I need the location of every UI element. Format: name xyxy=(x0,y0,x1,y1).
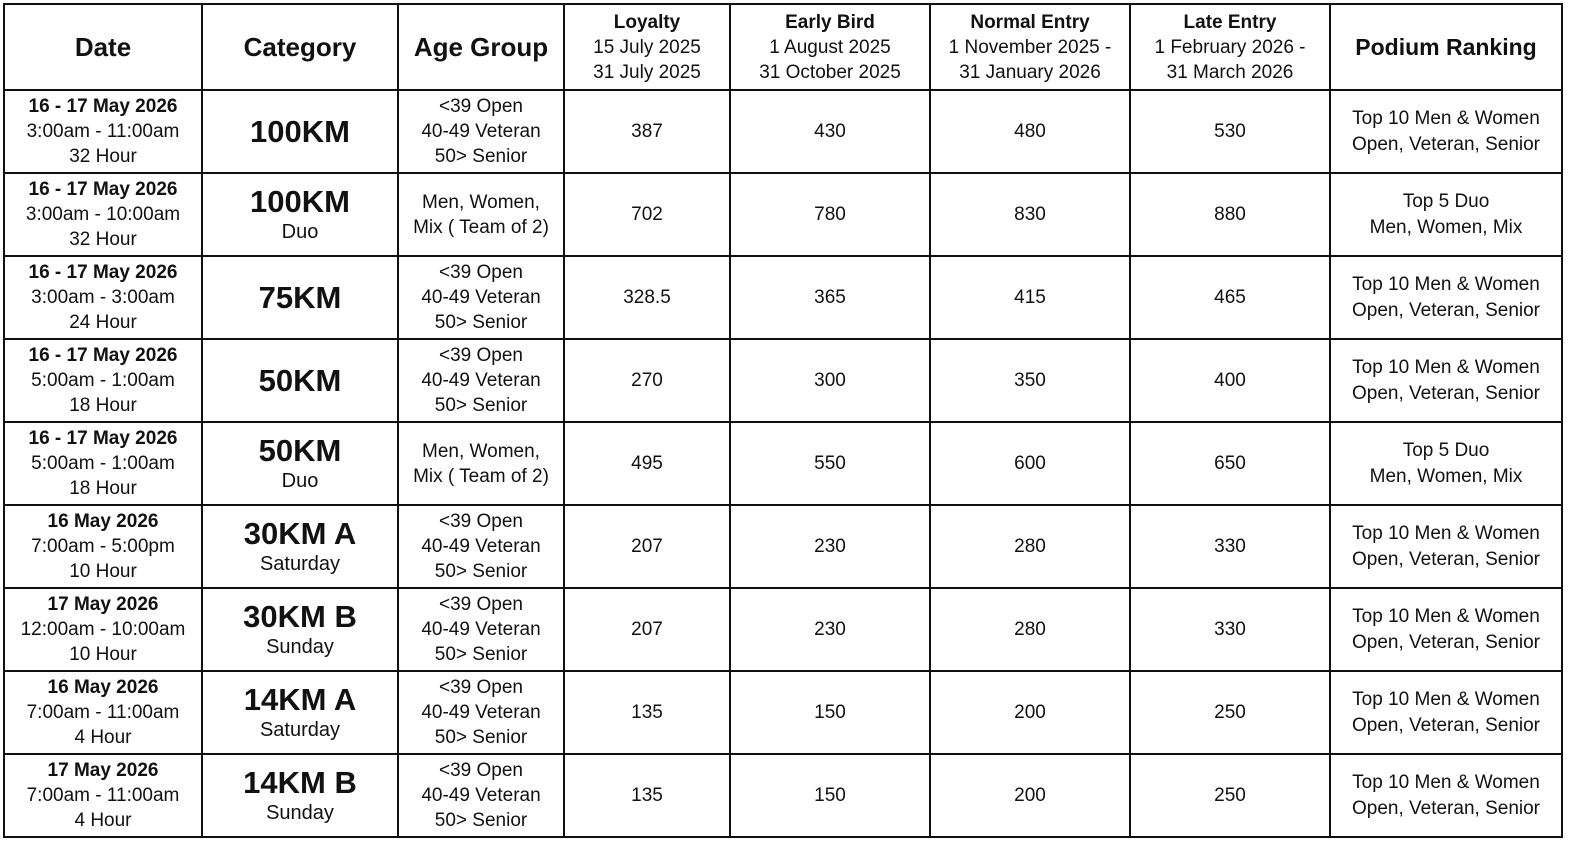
late-entry-price-cell xyxy=(1130,671,1330,754)
early-bird-price: 150 xyxy=(814,784,846,806)
age-group-line: 40-49 Veteran xyxy=(421,536,541,557)
table-row xyxy=(4,256,1562,339)
age-group-cell xyxy=(398,505,564,588)
event-time: 7:00am - 5:00pm xyxy=(31,536,175,557)
normal-entry-price-cell xyxy=(930,588,1130,671)
early-bird-price-cell xyxy=(730,754,930,837)
early-bird-start-date: 1 August 2025 xyxy=(769,36,891,58)
podium-line: Top 10 Men & Women xyxy=(1352,605,1540,627)
event-date: 16 - 17 May 2026 xyxy=(28,262,178,283)
podium-cell xyxy=(1330,505,1562,588)
category-cell xyxy=(202,505,398,588)
age-group-line: <39 Open xyxy=(439,511,523,532)
event-date: 17 May 2026 xyxy=(47,760,159,781)
category-name: 50KM xyxy=(258,432,342,468)
category-sub: Duo xyxy=(281,220,319,243)
early-bird-price: 300 xyxy=(814,369,846,391)
early-bird-end-date: 31 October 2025 xyxy=(759,61,901,83)
early-bird-price: 365 xyxy=(814,286,846,308)
normal-entry-price: 200 xyxy=(1014,784,1046,806)
podium-line: Top 10 Men & Women xyxy=(1352,107,1540,129)
podium-cell xyxy=(1330,588,1562,671)
age-group-line: 40-49 Veteran xyxy=(421,702,541,723)
early-bird-price: 430 xyxy=(814,120,846,142)
podium-line: Top 10 Men & Women xyxy=(1352,688,1540,710)
loyalty-price-cell xyxy=(564,505,730,588)
event-duration: 18 Hour xyxy=(69,478,137,499)
loyalty-start-date: 15 July 2025 xyxy=(593,36,701,58)
podium-cell xyxy=(1330,256,1562,339)
category-cell xyxy=(202,588,398,671)
late-entry-price-cell xyxy=(1130,256,1330,339)
late-entry-title: Late Entry xyxy=(1183,11,1277,33)
early-bird-price: 230 xyxy=(814,618,846,640)
race-pricing-table xyxy=(3,3,1563,838)
category-cell xyxy=(202,671,398,754)
age-group-line: 50> Senior xyxy=(434,312,528,333)
loyalty-price: 387 xyxy=(631,120,663,142)
early-bird-price: 150 xyxy=(814,701,846,723)
table-body xyxy=(4,90,1562,837)
normal-entry-start-date: 1 November 2025 - xyxy=(948,36,1112,58)
late-entry-price-cell xyxy=(1130,422,1330,505)
date-cell xyxy=(4,90,202,173)
age-group-line: 50> Senior xyxy=(434,644,528,665)
event-time: 7:00am - 11:00am xyxy=(26,702,180,723)
event-date: 16 May 2026 xyxy=(47,511,159,532)
header-late-entry xyxy=(1130,4,1330,90)
age-group-line: 40-49 Veteran xyxy=(421,619,541,640)
category-name: 30KM A xyxy=(243,515,357,551)
early-bird-price-cell xyxy=(730,339,930,422)
category-name: 100KM xyxy=(250,183,350,219)
category-cell xyxy=(202,173,398,256)
event-duration: 18 Hour xyxy=(69,395,137,416)
podium-line: Top 5 Duo xyxy=(1402,190,1490,212)
late-entry-price-cell xyxy=(1130,173,1330,256)
late-entry-price: 530 xyxy=(1214,120,1246,142)
early-bird-price-cell xyxy=(730,256,930,339)
loyalty-price: 135 xyxy=(631,701,663,723)
event-date: 16 - 17 May 2026 xyxy=(28,345,178,366)
header-category xyxy=(202,4,398,90)
late-entry-price: 465 xyxy=(1214,286,1246,308)
normal-entry-price-cell xyxy=(930,754,1130,837)
late-entry-price: 650 xyxy=(1214,452,1246,474)
event-duration: 24 Hour xyxy=(69,312,137,333)
category-name: 30KM B xyxy=(243,598,357,634)
event-time: 3:00am - 10:00am xyxy=(25,204,181,225)
age-group-line: 40-49 Veteran xyxy=(421,785,541,806)
late-entry-price: 250 xyxy=(1214,784,1246,806)
header-podium-ranking xyxy=(1330,4,1562,90)
podium-line: Top 10 Men & Women xyxy=(1352,273,1540,295)
podium-cell xyxy=(1330,339,1562,422)
normal-entry-price-cell xyxy=(930,505,1130,588)
loyalty-price-cell xyxy=(564,256,730,339)
early-bird-title: Early Bird xyxy=(785,11,875,33)
event-date: 16 May 2026 xyxy=(47,677,159,698)
event-time: 3:00am - 3:00am xyxy=(31,287,175,308)
late-entry-price: 330 xyxy=(1214,618,1246,640)
podium-line: Top 10 Men & Women xyxy=(1352,522,1540,544)
normal-entry-price: 480 xyxy=(1014,120,1046,142)
loyalty-price-cell xyxy=(564,90,730,173)
loyalty-price-cell xyxy=(564,173,730,256)
header-age-group-label: Age Group xyxy=(413,31,549,62)
normal-entry-price: 600 xyxy=(1014,452,1046,474)
late-entry-price-cell xyxy=(1130,339,1330,422)
event-date: 16 - 17 May 2026 xyxy=(28,179,178,200)
podium-cell xyxy=(1330,90,1562,173)
late-entry-price: 250 xyxy=(1214,701,1246,723)
early-bird-price-cell xyxy=(730,671,930,754)
date-cell xyxy=(4,505,202,588)
category-sub: Duo xyxy=(281,469,319,492)
early-bird-price-cell xyxy=(730,505,930,588)
podium-line: Open, Veteran, Senior xyxy=(1351,548,1540,570)
loyalty-price-cell xyxy=(564,754,730,837)
event-duration: 10 Hour xyxy=(69,561,137,582)
date-cell xyxy=(4,422,202,505)
age-group-cell xyxy=(398,173,564,256)
normal-entry-price: 200 xyxy=(1014,701,1046,723)
category-cell xyxy=(202,339,398,422)
podium-line: Open, Veteran, Senior xyxy=(1351,631,1540,653)
age-group-line: Mix ( Team of 2) xyxy=(413,465,549,487)
podium-line: Men, Women, Mix xyxy=(1369,465,1523,487)
table-row xyxy=(4,754,1562,837)
podium-line: Men, Women, Mix xyxy=(1369,216,1523,238)
normal-entry-price: 830 xyxy=(1014,203,1046,225)
normal-entry-price-cell xyxy=(930,256,1130,339)
event-time: 5:00am - 1:00am xyxy=(31,453,175,474)
loyalty-price: 328.5 xyxy=(623,286,671,308)
podium-line: Open, Veteran, Senior xyxy=(1351,133,1540,155)
category-name: 50KM xyxy=(258,362,342,398)
age-group-line: 40-49 Veteran xyxy=(421,370,541,391)
loyalty-price: 495 xyxy=(631,452,663,474)
header-normal-entry xyxy=(930,4,1130,90)
podium-cell xyxy=(1330,422,1562,505)
late-entry-price: 400 xyxy=(1214,369,1246,391)
late-entry-price: 330 xyxy=(1214,535,1246,557)
date-cell xyxy=(4,256,202,339)
table-row xyxy=(4,173,1562,256)
late-entry-start-date: 1 February 2026 - xyxy=(1154,36,1306,58)
podium-cell xyxy=(1330,173,1562,256)
normal-entry-price-cell xyxy=(930,90,1130,173)
age-group-cell xyxy=(398,671,564,754)
loyalty-price: 702 xyxy=(631,203,663,225)
date-cell xyxy=(4,754,202,837)
header-early-bird xyxy=(730,4,930,90)
category-sub: Saturday xyxy=(259,552,341,575)
header-date xyxy=(4,4,202,90)
normal-entry-end-date: 31 January 2026 xyxy=(959,61,1101,83)
podium-line: Open, Veteran, Senior xyxy=(1351,797,1540,819)
category-name: 75KM xyxy=(258,279,342,315)
category-name: 100KM xyxy=(250,113,350,149)
podium-cell xyxy=(1330,754,1562,837)
late-entry-price-cell xyxy=(1130,505,1330,588)
table-row xyxy=(4,90,1562,173)
age-group-line: 50> Senior xyxy=(434,395,528,416)
early-bird-price: 780 xyxy=(814,203,846,225)
late-entry-price-cell xyxy=(1130,588,1330,671)
date-cell xyxy=(4,173,202,256)
event-duration: 10 Hour xyxy=(69,644,137,665)
age-group-cell xyxy=(398,422,564,505)
podium-line: Top 5 Duo xyxy=(1402,439,1490,461)
loyalty-price-cell xyxy=(564,588,730,671)
event-time: 3:00am - 11:00am xyxy=(26,121,180,142)
table-row xyxy=(4,339,1562,422)
podium-cell xyxy=(1330,671,1562,754)
age-group-cell xyxy=(398,256,564,339)
age-group-line: 50> Senior xyxy=(434,561,528,582)
late-entry-price-cell xyxy=(1130,90,1330,173)
early-bird-price-cell xyxy=(730,173,930,256)
event-time: 5:00am - 1:00am xyxy=(31,370,175,391)
age-group-line: <39 Open xyxy=(439,760,523,781)
early-bird-price-cell xyxy=(730,588,930,671)
category-sub: Sunday xyxy=(266,635,334,658)
age-group-line: <39 Open xyxy=(439,594,523,615)
pricing-table-sheet xyxy=(3,3,1561,838)
age-group-line: 40-49 Veteran xyxy=(421,287,541,308)
header-loyalty xyxy=(564,4,730,90)
loyalty-price-cell xyxy=(564,422,730,505)
loyalty-price-cell xyxy=(564,339,730,422)
category-cell xyxy=(202,422,398,505)
loyalty-price: 207 xyxy=(631,535,663,557)
late-entry-end-date: 31 March 2026 xyxy=(1166,61,1294,83)
podium-line: Top 10 Men & Women xyxy=(1352,771,1540,793)
age-group-line: Mix ( Team of 2) xyxy=(413,216,549,238)
event-duration: 4 Hour xyxy=(74,810,132,831)
age-group-line: <39 Open xyxy=(439,262,523,283)
early-bird-price-cell xyxy=(730,90,930,173)
loyalty-end-date: 31 July 2025 xyxy=(593,61,701,83)
event-date: 16 - 17 May 2026 xyxy=(28,96,178,117)
age-group-cell xyxy=(398,754,564,837)
loyalty-price-cell xyxy=(564,671,730,754)
age-group-cell xyxy=(398,339,564,422)
table-row xyxy=(4,422,1562,505)
age-group-line: 50> Senior xyxy=(434,146,528,167)
date-cell xyxy=(4,339,202,422)
category-sub: Saturday xyxy=(259,718,341,741)
event-time: 12:00am - 10:00am xyxy=(20,619,186,640)
event-duration: 32 Hour xyxy=(69,146,137,167)
category-name: 14KM A xyxy=(243,681,357,717)
normal-entry-price: 415 xyxy=(1014,286,1046,308)
normal-entry-price-cell xyxy=(930,173,1130,256)
normal-entry-price: 350 xyxy=(1014,369,1046,391)
podium-line: Open, Veteran, Senior xyxy=(1351,714,1540,736)
date-cell xyxy=(4,671,202,754)
normal-entry-price: 280 xyxy=(1014,618,1046,640)
age-group-line: <39 Open xyxy=(439,96,523,117)
header-date-label: Date xyxy=(74,31,132,62)
category-cell xyxy=(202,754,398,837)
loyalty-price: 270 xyxy=(631,369,663,391)
normal-entry-price-cell xyxy=(930,671,1130,754)
age-group-line: 50> Senior xyxy=(434,727,528,748)
age-group-cell xyxy=(398,90,564,173)
late-entry-price-cell xyxy=(1130,754,1330,837)
podium-line: Open, Veteran, Senior xyxy=(1351,299,1540,321)
age-group-line: 40-49 Veteran xyxy=(421,121,541,142)
loyalty-title: Loyalty xyxy=(613,11,681,33)
normal-entry-price-cell xyxy=(930,339,1130,422)
category-cell xyxy=(202,90,398,173)
table-row xyxy=(4,505,1562,588)
header-age-group xyxy=(398,4,564,90)
late-entry-price: 880 xyxy=(1214,203,1246,225)
header-podium-label: Podium Ranking xyxy=(1355,33,1537,60)
category-cell xyxy=(202,256,398,339)
age-group-line: Men, Women, xyxy=(422,191,540,213)
age-group-line: 50> Senior xyxy=(434,810,528,831)
normal-entry-title: Normal Entry xyxy=(970,11,1090,33)
age-group-cell xyxy=(398,588,564,671)
early-bird-price: 550 xyxy=(814,452,846,474)
age-group-line: Men, Women, xyxy=(422,440,540,462)
event-date: 16 - 17 May 2026 xyxy=(28,428,178,449)
age-group-line: <39 Open xyxy=(439,345,523,366)
date-cell xyxy=(4,588,202,671)
event-date: 17 May 2026 xyxy=(47,594,159,615)
header-row xyxy=(4,4,1562,90)
podium-line: Top 10 Men & Women xyxy=(1352,356,1540,378)
normal-entry-price-cell xyxy=(930,422,1130,505)
category-name: 14KM B xyxy=(243,764,357,800)
event-duration: 32 Hour xyxy=(69,229,137,250)
event-duration: 4 Hour xyxy=(74,727,132,748)
loyalty-price: 207 xyxy=(631,618,663,640)
category-sub: Sunday xyxy=(266,801,334,824)
podium-line: Open, Veteran, Senior xyxy=(1351,382,1540,404)
header-category-label: Category xyxy=(243,31,357,62)
normal-entry-price: 280 xyxy=(1014,535,1046,557)
event-time: 7:00am - 11:00am xyxy=(26,785,180,806)
table-row xyxy=(4,671,1562,754)
table-row xyxy=(4,588,1562,671)
loyalty-price: 135 xyxy=(631,784,663,806)
early-bird-price: 230 xyxy=(814,535,846,557)
early-bird-price-cell xyxy=(730,422,930,505)
age-group-line: <39 Open xyxy=(439,677,523,698)
